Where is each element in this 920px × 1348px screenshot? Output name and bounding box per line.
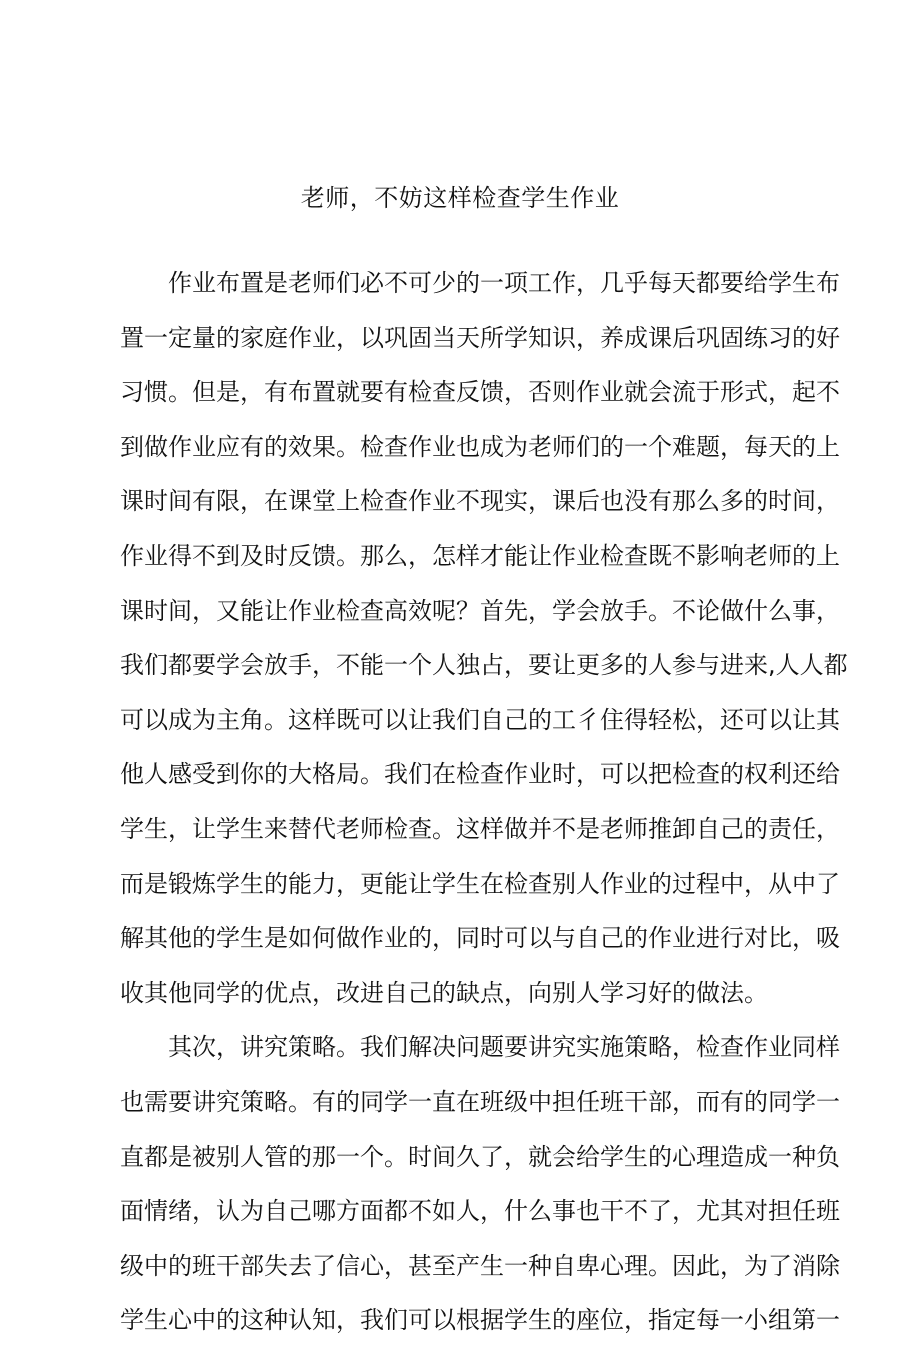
paragraph-line: 也需要讲究策略。有的同学一直在班级中担任班干部，而有的同学一 <box>120 1087 840 1116</box>
paragraph-line: 作业布置是老师们必不可少的一项工作，几乎每天都要给学生布 <box>168 269 840 297</box>
paragraph-line: 解其他的学生是如何做作业的，同时可以与自己的作业进行对比，吸 <box>120 924 840 953</box>
paragraph-line: 学生，让学生来替代老师检查。这样做并不是老师推卸自己的责任， <box>120 814 840 843</box>
document-body <box>120 256 848 1348</box>
paragraph-line: 课时间，又能让作业检查高效呢？首先，学会放手。不论做什么事， <box>120 596 840 625</box>
paragraph-line: 习惯。但是，有布置就要有检查反馈，否则作业就会流于形式，起不 <box>120 378 840 407</box>
document-title: 老师，不妨这样检查学生作业 <box>300 184 620 212</box>
paragraph-line: 课时间有限，在课堂上检查作业不现实，课后也没有那么多的时间， <box>120 487 840 516</box>
paragraph-line: 学生心中的这种认知，我们可以根据学生的座位，指定每一小组第一 <box>120 1306 840 1335</box>
paragraph-line: 级中的班干部失去了信心，甚至产生一种自卑心理。因此，为了消除 <box>120 1251 840 1280</box>
paragraph-line: 直都是被别人管的那一个。时间久了，就会给学生的心理造成一种负 <box>120 1142 840 1171</box>
paragraph-line: 可以成为主角。这样既可以让我们自己的工彳住得轻松，还可以让其 <box>120 705 840 734</box>
paragraph-2 <box>120 1020 840 1348</box>
paragraph-line: 面情绪，认为自己哪方面都不如人，什么事也干不了，尤其对担任班 <box>120 1197 840 1226</box>
paragraph-line: 作业得不到及时反馈。那么，怎样才能让作业检查既不影响老师的上 <box>120 541 840 570</box>
paragraph-line: 收其他同学的优点，改进自己的缺点，向别人学习好的做法。 <box>120 978 768 1007</box>
paragraph-line: 置一定量的家庭作业，以巩固当天所学知识，养成课后巩固练习的好 <box>120 323 840 352</box>
paragraph-1 <box>120 256 848 1020</box>
paragraph-line: 其次，讲究策略。我们解决问题要讲究实施策略，检查作业同样 <box>168 1033 840 1062</box>
paragraph-line: 他人感受到你的大格局。我们在检查作业时，可以把检查的权利还给 <box>120 760 840 789</box>
paragraph-line: 到做作业应有的效果。检查作业也成为老师们的一个难题，每天的上 <box>120 432 840 461</box>
paragraph-line: 而是锻炼学生的能力，更能让学生在检查别人作业的过程中，从中了 <box>120 869 840 898</box>
paragraph-line: 我们都要学会放手，不能一个人独占，要让更多的人参与进来,人人都 <box>120 651 848 680</box>
